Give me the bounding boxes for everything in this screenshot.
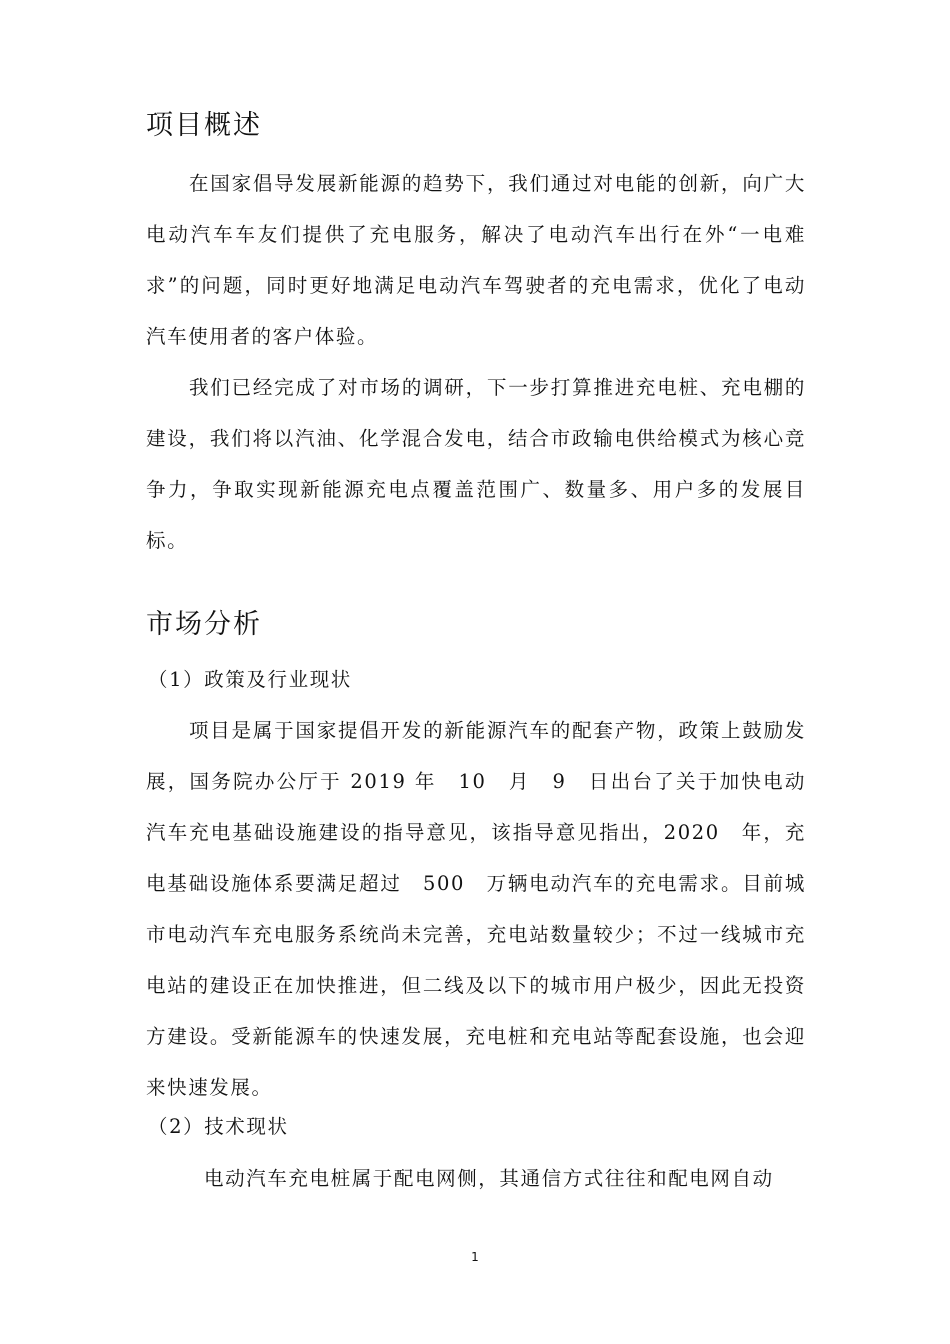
subsection-label-technology: （2）技术现状 xyxy=(148,1115,289,1138)
overview-paragraph-2: 我们已经完成了对市场的调研，下一步打算推进充电桩、充电棚的建设，我们将以汽油、化学混合发电，结合市政输电供给模式为核心竞争力，争取实现新能源充电点覆盖范围广、数量多、用户多的发展目标。 xyxy=(146,376,806,552)
overview-paragraph-1: 在国家倡导发展新能源的趋势下，我们通过对电能的创新，向广大电动汽车车友们提供了充电服务，解决了电动汽车出行在外“一电难求”的问题，同时更好地满足电动汽车驾驶者的充电需求，优化了电动汽车使用者的客户体验。 xyxy=(146,172,806,348)
subsection-label-policy: （1）政策及行业现状 xyxy=(148,668,352,691)
page-number: 1 xyxy=(471,1250,479,1264)
technology-paragraph: 电动汽车充电桩属于配电网侧，其通信方式往往和配电网自动 xyxy=(204,1167,774,1190)
section-title-overview: 项目概述 xyxy=(146,110,262,141)
policy-paragraph: 项目是属于国家提倡开发的新能源汽车的配套产物，政策上鼓励发展，国务院办公厅于 2019 年 10 月 9 日出台了关于加快电动汽车充电基础设施建设的指导意见，该指导意见指出，2020 年，充电基础设施体系要满足超过 500 万辆电动汽车的充电需求。目前城市电动汽车充电服务系统尚未完善，充电站数量较少；不过一线城市充电站的建设正在加快推进，但二线及以下的城市用户极少，因此无投资方建设。受新能源车的快速发展，充电桩和充电站等配套设施，也会迎来快速发展。 xyxy=(146,719,806,1099)
section-title-market: 市场分析 xyxy=(146,609,262,640)
